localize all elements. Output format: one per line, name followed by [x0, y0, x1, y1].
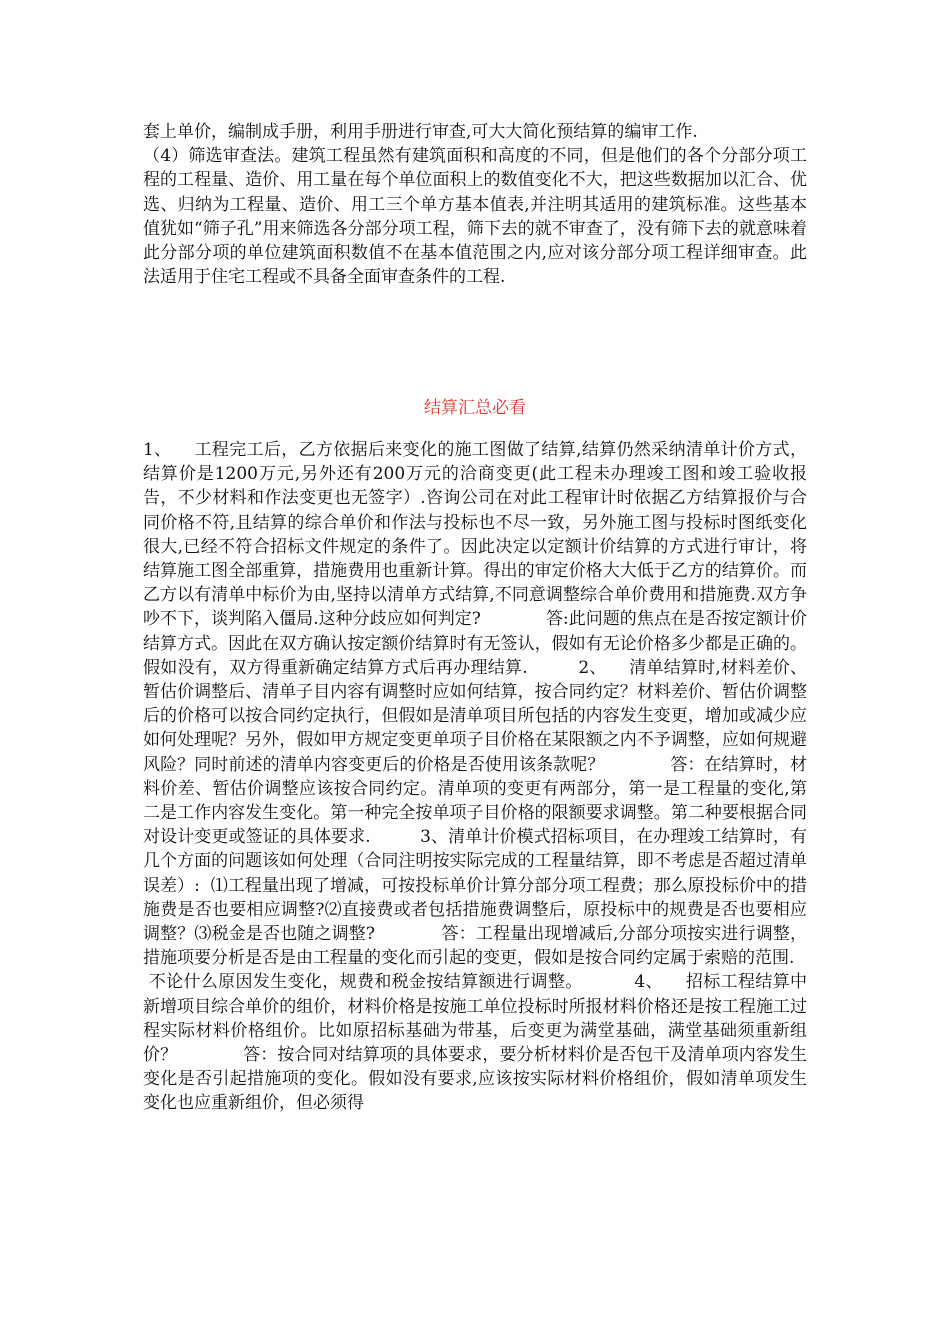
paragraph-screening-method: 套上单价，编制成手册，利用手册进行审查,可大大简化预结算的编审工作. （4）筛选审查法。建筑工程虽然有建筑面积和高度的不同，但是他们的各个分部分项工程的工程量、造价、用工量在每个单位面积上的数值变化不大，把这些数据加以汇合、优选、归纳为工程量、造价、用工三个单方基本值表,并注明其适用的建筑标准。这些基本值犹如“筛子孔”用来筛选各分部分项工程，筛下去的就不审查了，没有筛下去的就意味着此分部分项的单位建筑面积数值不在基本值范围之内,应对该分部分项工程详细审查。此法适用于住宅工程或不具备全面审查条件的工程. — [143, 122, 807, 288]
section-title: 结算汇总必看 — [424, 398, 526, 418]
paragraph-settlement-qa: 1、 工程完工后，乙方依据后来变化的施工图做了结算,结算仍然采纳清单计价方式，结算价是1200万元,另外还有200万元的洽商变更(此工程未办理竣工图和竣工验收报告，不少材料和作法变更也无签字）.咨询公司在对此工程审计时依据乙方结算报价与合同价格不符,且结算的综合单价和作法与投标也不尽一致，另外施工图与投标时图纸变化很大,已经不符合招标文件规定的条件了。因此决定以定额计价结算的方式进行审计，将结算施工图全部重算，措施费用也重新计算。得出的审定价格大大低于乙方的结算价。而乙方以有清单中标价为由,坚持以清单方式结算,不同意调整综合单价费用和措施费.双方争吵不下，谈判陷入僵局.这种分歧应如何判定? 答:此问题的焦点在是否按定额计价结算方式。因此在双方确认按定额价结算时有无签认，假如有无论价格多少都是正确的。假如没有，双方得重新确定结算方式后再办理结算. 2、 清单结算时,材料差价、暂估价调整后、清单子目内容有调整时应如何结算，按合同约定？材料差价、暂估价调整后的价格可以按合同约定执行，但假如是清单项目所包括的内容发生变更，增加或减少应如何处理呢？另外，假如甲方规定变更单项子目价格在某限额之内不予调整，应如何规避风险？同时前述的清单内容变更后的价格是否使用该条款呢？ 答：在结算时，材料价差、暂估价调整应该按合同约定。清单项的变更有两部分，第一是工程量的变化,第二是工作内容发生变化。第一种完全按单项子目价格的限额要求调整。第二种要根据合同对设计变更或签证的具体要求. 3、清单计价模式招标项目，在办理竣工结算时，有几个方面的问题该如何处理（合同注明按实际完成的工程量结算，即不考虑是否超过清单误差）: ⑴工程量出现了增减，可按投标单价计算分部分项工程费；那么原投标价中的措施费是否也要相应调整?⑵直接费或者包括措施费调整后，原投标中的规费是否也要相应调整？⑶税金是否也随之调整? 答：工程量出现增减后,分部分项按实进行调整，措施项要分析是否是由工程量的变化而引起的变更，假如是按合同约定属于索赔的范围. 不论什么原因发生变化，规费和税金按结算额进行调整。 4、 招标工程结算中新增项目综合单价的组价，材料价格是按施工单位投标时所报材料价格还是按工程施工过程实际材料价格组价。比如原招标基础为带基，后变更为满堂基础，满堂基础须重新组价？ 答：按合同对结算项的具体要求，要分析材料价是否包干及清单项内容发生变化是否引起措施项的变化。假如没有要求,应该按实际材料价格组价，假如清单项发生变化也应重新组价，但必须得 — [143, 440, 807, 1114]
